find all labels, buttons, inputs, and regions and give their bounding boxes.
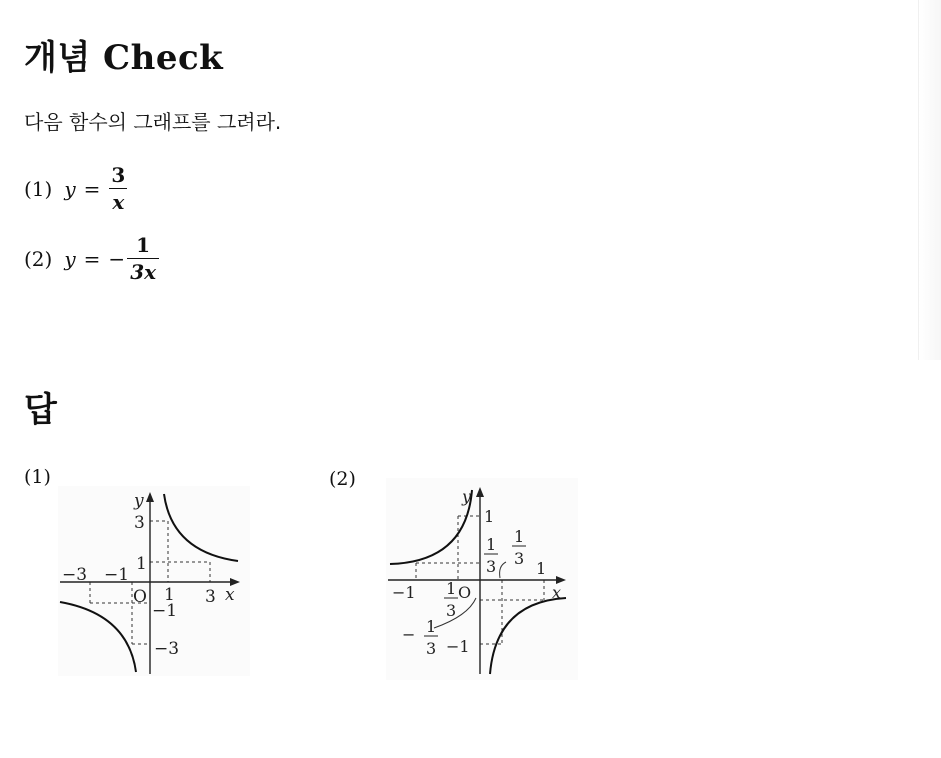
right-edge-shadow bbox=[918, 0, 941, 360]
tick-label: −3 bbox=[154, 639, 180, 659]
problem-2 bbox=[24, 232, 159, 285]
numerator: 3 bbox=[111, 163, 126, 187]
tick-label: 3 bbox=[426, 639, 437, 658]
problem-number: (2) bbox=[24, 246, 53, 271]
problem-number: (1) bbox=[24, 176, 53, 201]
equation-lhs: y bbox=[64, 176, 76, 201]
fraction bbox=[108, 162, 128, 215]
tick-label: 1 bbox=[136, 554, 147, 574]
tick-label: 1 bbox=[514, 527, 525, 546]
axis-x-label: x bbox=[225, 585, 235, 605]
minus-sign: − bbox=[108, 246, 126, 271]
equation-lhs: y bbox=[64, 246, 76, 271]
tick-label: 1 bbox=[486, 535, 497, 554]
graph-1-hyperbola bbox=[58, 486, 250, 676]
tick-label: 1 bbox=[164, 585, 175, 605]
tick-label: 3 bbox=[446, 601, 457, 620]
answer-title: 답 bbox=[24, 390, 57, 430]
concept-title-english: Check bbox=[103, 38, 224, 78]
tick-label: −1 bbox=[392, 583, 416, 602]
tick-label: 1 bbox=[536, 559, 547, 578]
tick-label: 1 bbox=[426, 617, 437, 636]
problem-1 bbox=[24, 162, 128, 215]
equals-sign: = bbox=[83, 176, 101, 201]
tick-label: 3 bbox=[514, 549, 525, 568]
tick-label: −1 bbox=[152, 601, 178, 621]
origin-label: O bbox=[133, 587, 147, 607]
answer-2-label: (2) bbox=[329, 468, 356, 490]
concept-title-korean: 개념 bbox=[24, 38, 91, 78]
fraction bbox=[127, 232, 159, 285]
tick-label: 3 bbox=[205, 587, 216, 607]
graph-2-hyperbola bbox=[386, 478, 578, 680]
tick-label: 1 bbox=[446, 579, 457, 598]
tick-label: 3 bbox=[134, 513, 145, 533]
answer-1-label: (1) bbox=[24, 466, 51, 488]
instruction-text: 다음 함수의 그래프를 그려라. bbox=[24, 110, 282, 134]
tick-label: −3 bbox=[62, 565, 88, 585]
tick-label: 1 bbox=[484, 507, 495, 526]
axis-y-label: y bbox=[134, 491, 144, 511]
origin-label: O bbox=[458, 583, 472, 602]
axis-x-label: x bbox=[552, 583, 562, 602]
tick-label: 3 bbox=[486, 557, 497, 576]
concept-check-title bbox=[24, 30, 223, 79]
tick-label: −1 bbox=[104, 565, 130, 585]
tick-label: − bbox=[402, 625, 416, 644]
numerator: 1 bbox=[136, 233, 151, 257]
denominator: 3x bbox=[127, 258, 159, 285]
tick-label: −1 bbox=[446, 637, 470, 656]
denominator: x bbox=[109, 188, 127, 215]
axis-y-label: y bbox=[462, 487, 472, 506]
equals-sign: = bbox=[83, 246, 101, 271]
